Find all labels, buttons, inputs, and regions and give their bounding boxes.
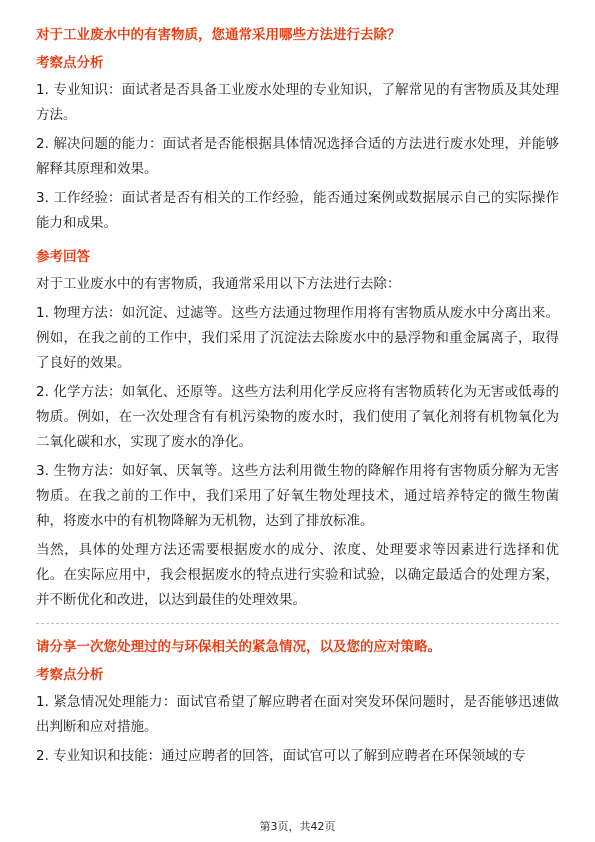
q1-answer-paragraph: 对于工业废水中的有害物质，我通常采用以下方法进行去除： (36, 276, 401, 292)
section-divider (36, 623, 559, 624)
page-number: 第3页，共42页 (259, 820, 336, 833)
q1-analysis-item: 1. 专业知识：面试者是否具备工业废水处理的专业知识，了解常见的有害物质及其处理方法。 (36, 82, 559, 123)
q2-analysis-heading: 考察点分析 (36, 667, 104, 683)
q1-answer-paragraph: 3. 生物方法：如好氧、厌氧等。这些方法利用微生物的降解作用将有害物质分解为无害物质。在我之前的工作中，我们采用了好氧生物处理技术，通过培养特定的微生物菌种，将废水中的有机物降解为无机物，达到了排放标准。 (36, 463, 559, 529)
q1-answer-paragraph: 1. 物理方法：如沉淀、过滤等。这些方法通过物理作用将有害物质从废水中分离出来。例如，在我之前的工作中，我们采用了沉淀法去除废水中的悬浮物和重金属离子，取得了良好的效果。 (36, 305, 559, 371)
q1-answer-paragraph: 当然，具体的处理方法还需要根据废水的成分、浓度、处理要求等因素进行选择和优化。在实际应用中，我会根据废水的特点进行实验和试验，以确定最适合的处理方案，并不断优化和改进，以达到最佳的处理效果。 (36, 542, 559, 608)
q1-answer-paragraph: 2. 化学方法：如氧化、还原等。这些方法利用化学反应将有害物质转化为无害或低毒的物质。例如，在一次处理含有有机污染物的废水时，我们使用了氧化剂将有机物氧化为二氧化碳和水，实现了废水的净化。 (36, 384, 559, 450)
question-2-title: 请分享一次您处理过的与环保相关的紧急情况，以及您的应对策略。 (36, 639, 441, 655)
q1-analysis-item: 2. 解决问题的能力：面试者是否能根据具体情况选择合适的方法进行废水处理，并能够解释其原理和效果。 (36, 136, 559, 177)
question-1-title: 对于工业废水中的有害物质，您通常采用哪些方法进行去除？ (36, 27, 401, 43)
q1-analysis-item: 3. 工作经验：面试者是否有相关的工作经验，能否通过案例或数据展示自己的实际操作能力和成果。 (36, 190, 559, 231)
q2-analysis-item: 1. 紧急情况处理能力：面试官希望了解应聘者在面对突发环保问题时，是否能够迅速做出判断和应对措施。 (36, 694, 559, 735)
q2-analysis-item: 2. 专业知识和技能：通过应聘者的回答，面试官可以了解到应聘者在环保领域的专 (36, 748, 526, 764)
q1-answer-heading: 参考回答 (36, 249, 90, 265)
document-body (36, 24, 559, 773)
q1-analysis-heading: 考察点分析 (36, 55, 104, 71)
